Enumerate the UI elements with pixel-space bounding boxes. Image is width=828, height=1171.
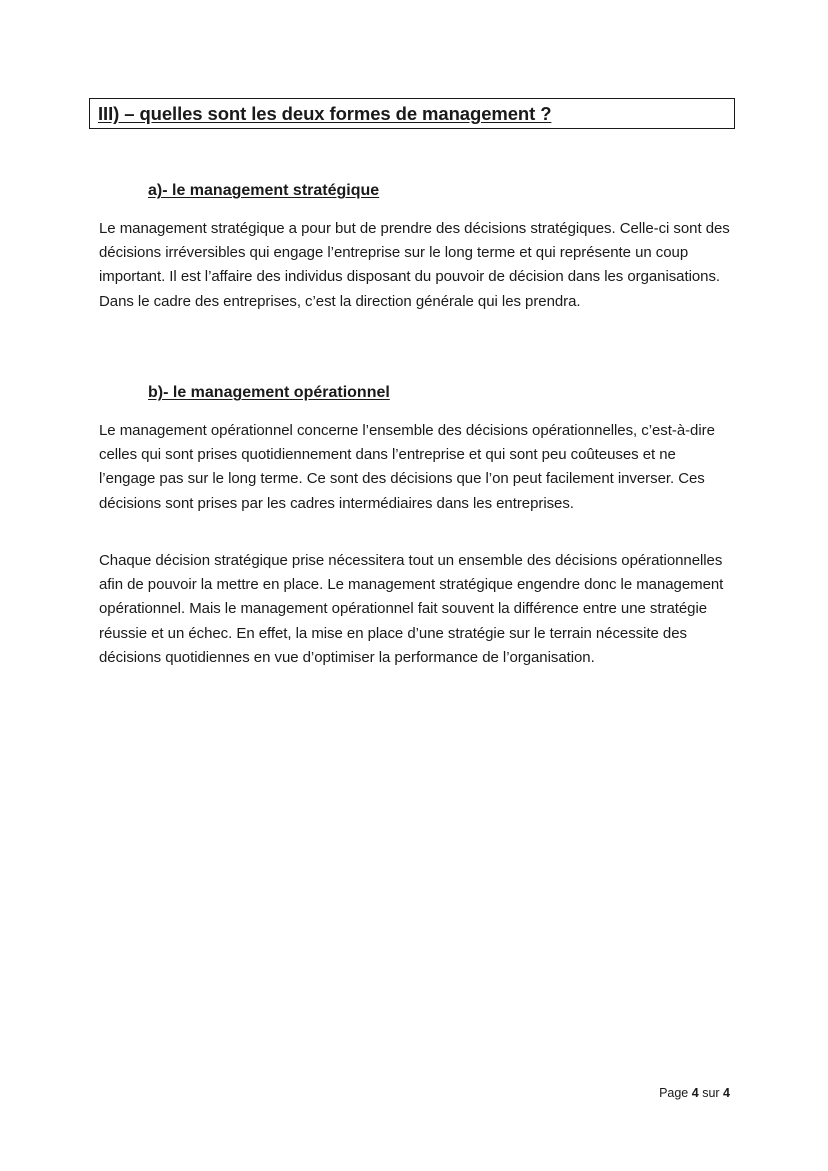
subsection-a-heading: a)- le management stratégique [148,182,380,199]
total-pages-number: 4 [723,1086,730,1100]
section-title: III) – quelles sont les deux formes de management ? [98,103,552,124]
current-page-number: 4 [691,1086,699,1100]
of-label: sur [702,1086,720,1100]
subsection-a-paragraph: Le management stratégique a pour but de prendre des décisions stratégiques. Celle-ci sont des décisions irréversibles qui engage l’entreprise sur le long terme et qui représente un coup important. Il est l’affaire des individus disposant du pouvoir de décision dans les organisations. Dans le cadre des entreprises, c’est la direction générale qui les prendra. [99,220,730,310]
section-title-box [89,98,735,129]
subsection-b-paragraph-2: Chaque décision stratégique prise nécessitera tout un ensemble des décisions opérationnelles afin de pouvoir la mettre en place. Le management stratégique engendre donc le management opérationnel. Mais le management opérationnel fait souvent la différence entre une stratégie réussie et un échec. En effet, la mise en place d’une stratégie sur le terrain nécessite des décisions quotidiennes en vue d’optimiser la performance de l’organisation. [99,552,724,666]
page-footer [659,1086,730,1100]
page-label: Page [659,1086,689,1100]
subsection-b-paragraph-1: Le management opérationnel concerne l’ensemble des décisions opérationnelles, c’est-à-dire celles qui sont prises quotidiennement dans l’entreprise et qui sont peu coûteuses et ne l’engage pas sur le long terme. Ce sont des décisions que l’on peut facilement inverser. Ces décisions sont prises par les cadres intermédiaires dans les entreprises. [99,422,715,512]
subsection-b-heading: b)- le management opérationnel [148,384,390,401]
